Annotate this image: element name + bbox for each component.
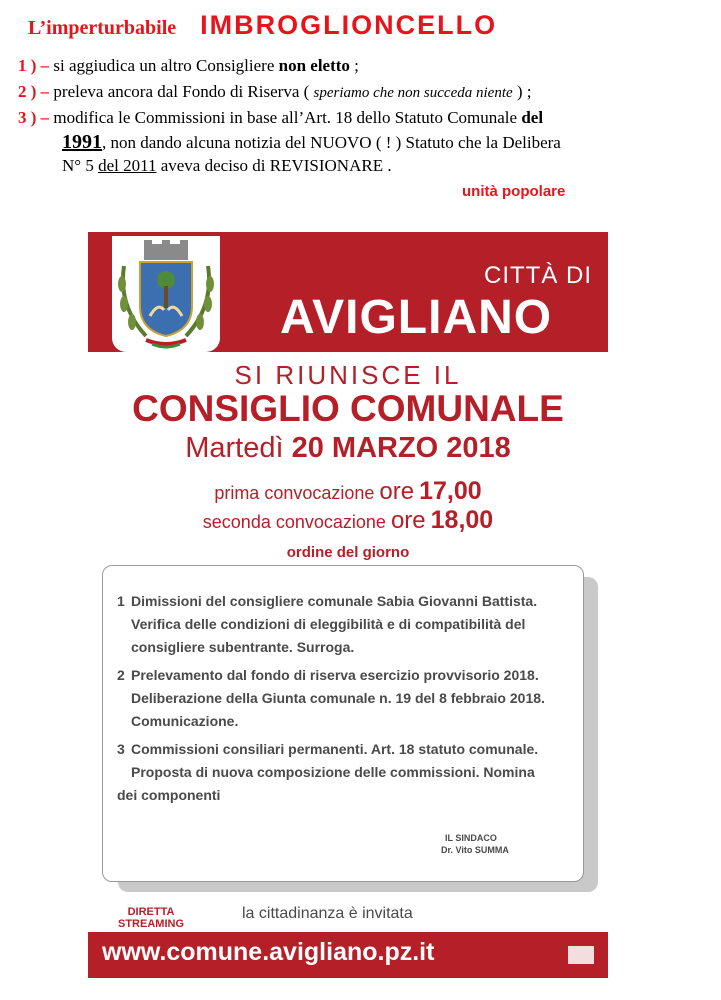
point-year: 1991 [62,131,102,153]
point-bold: non eletto [278,56,350,75]
agenda-line: Proposta di nuova composizione delle commissioni. Nomina [131,764,535,780]
agenda-number: 2 [117,667,125,683]
point-number: 2 ) – [18,82,50,101]
point-text: modifica le Commissioni in base all’Art. 18 dello Statuto Comunale [53,108,522,127]
poster-subtitle: SI RIUNISCE IL [234,360,462,390]
document-title [28,10,497,41]
ore-word: ore [379,478,415,505]
diretta-line: DIRETTA [127,906,175,918]
printer-logo-icon [568,946,594,964]
meeting-date-full: 20 MARZO 2018 [291,432,511,464]
poster-header [88,232,608,352]
point-text: preleva ancora dal Fondo di Riserva ( [53,82,314,101]
ore-word: ore [390,507,426,534]
mayor-name: Dr. Vito SUMMA [441,845,509,855]
point-3-line-2 [62,131,561,154]
point-text: N° 5 [62,156,99,175]
agenda-line: Verifica delle condizioni di eleggibilità e di compatibilità del [131,616,526,632]
point-bold: del [521,108,544,127]
title-main: IMBROGLIONCELLO [200,10,498,40]
convocation-time: 18,00 [430,506,494,534]
coat-of-arms-icon [112,236,220,352]
point-text: , non dando alcuna notizia del NUOVO ( ! ) Statuto che la Delibera [102,133,561,152]
website-url: www.comune.avigliano.pz.it [102,938,435,966]
agenda-line: Prelevamento dal fondo di riserva esercizio provvisorio 2018. [131,667,539,683]
point-after: ; [349,56,359,75]
agenda-line: Comunicazione. [131,713,239,729]
point-number: 1 ) – [18,56,50,75]
city-name: AVIGLIANO [280,291,553,344]
point-1 [18,55,359,77]
point-italic: speriamo che non succeda niente [313,85,513,101]
invitation-text: la cittadinanza è invitata [242,905,413,922]
point-number: 3 ) – [18,108,50,127]
agenda-item [117,738,577,807]
poster [88,232,608,978]
mayor-title: IL SINDACO [445,833,497,843]
second-convocation [88,506,608,535]
poster-footer [88,932,608,978]
agenda-line: Dimissioni del consigliere comunale Sabia Giovanni Battista. [131,593,538,609]
first-convocation [88,477,608,506]
point-text: si aggiudica un altro Consigliere [53,56,279,75]
mayor-signature [441,832,509,856]
agenda-number: 1 [117,593,125,609]
convocation-time: 17,00 [419,477,482,505]
city-label: CITTÀ DI [484,262,592,289]
point-3-line-3 [62,155,392,177]
meeting-day: Martedì [185,432,284,464]
agenda-title: ordine del giorno [286,544,410,561]
streaming-line: STREAMING [118,918,184,930]
point-after: ) ; [512,82,532,101]
agenda-line: consigliere subentrante. Surroga. [131,639,355,655]
point-2 [18,81,532,104]
agenda-number: 3 [117,741,125,757]
agenda-line: Deliberazione della Giunta comunale n. 19 del 8 febbraio 2018. [131,690,545,706]
point-3 [18,107,543,129]
agenda-box [102,565,584,882]
agenda-line: dei componenti [117,787,221,803]
agenda-line: Commissioni consiliari permanenti. Art. 18 statuto comunale. [131,741,539,757]
point-text: aveva deciso di REVISIONARE . [156,156,392,175]
signature: unità popolare [462,183,566,200]
agenda-item [117,590,577,659]
meeting-date [88,432,608,465]
convocation-label: prima convocazione [214,483,375,503]
live-streaming-label [118,906,184,930]
point-underlined: del 2011 [98,156,157,175]
convocation-label: seconda convocazione [202,512,386,532]
council-title: CONSIGLIO COMUNALE [132,388,564,429]
title-prefix: L’imperturbabile [28,17,177,39]
agenda-item [117,664,577,733]
